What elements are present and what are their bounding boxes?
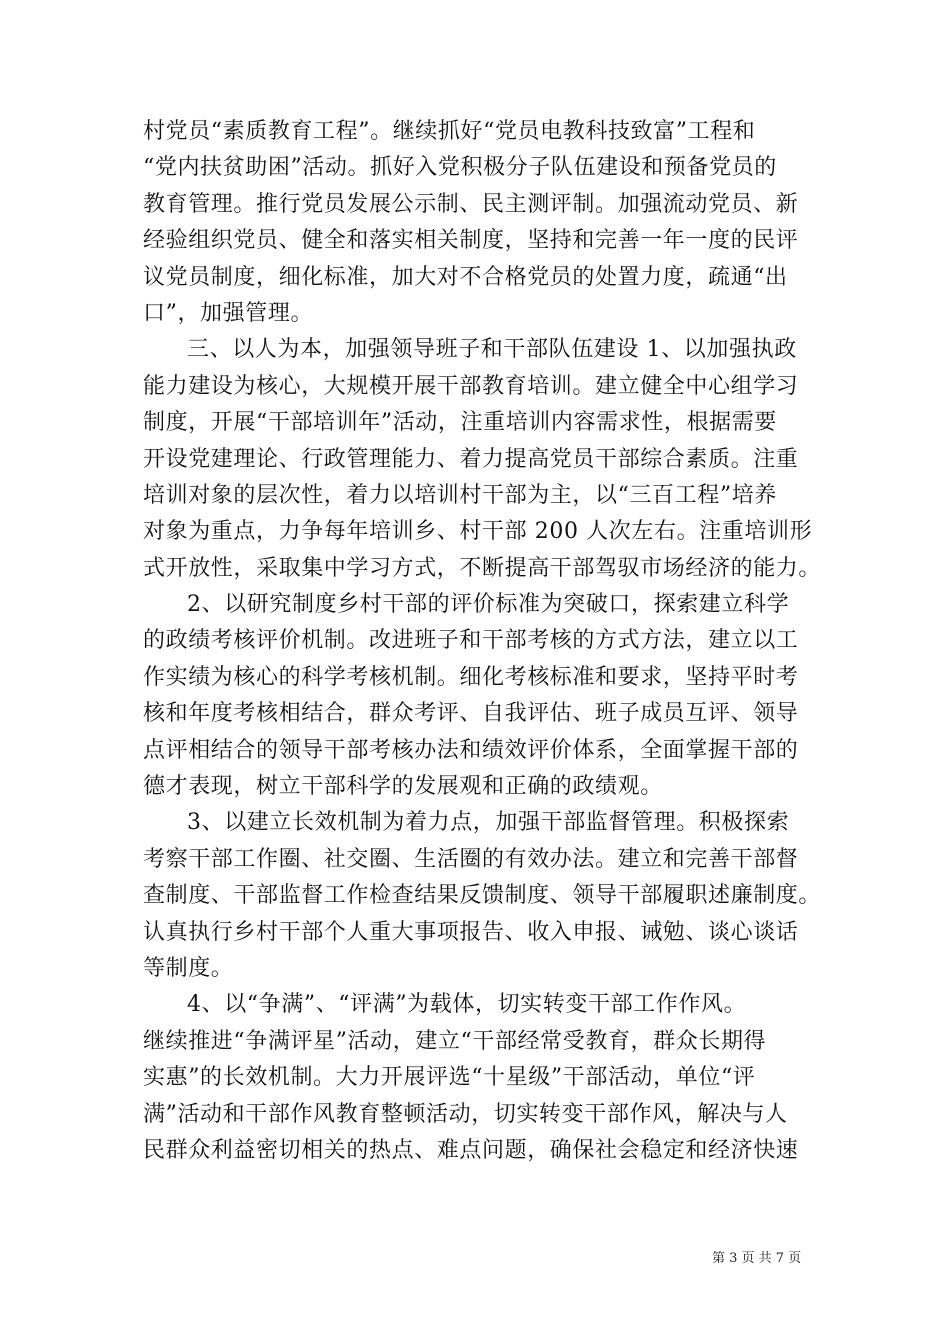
body-text-line: 考察干部工作圈、社交圈、生活圈的有效办法。建立和完善干部督 [143,846,799,872]
body-text-line: 实惠”的长效机制。大力开展评选“十星级”干部活动，单位“评 [143,1065,756,1091]
body-text-line: 认真执行乡村干部个人重大事项报告、收入申报、诫勉、谈心谈话 [143,919,799,945]
body-text-line: 制度，开展“干部培训年”活动，注重培训内容需求性，根据需要 [143,410,777,436]
body-text-line: 议党员制度，细化标准，加大对不合格党员的处置力度，疏通“出 [143,264,788,290]
page-number-footer: 第 3 页 共 7 页 [712,1251,802,1266]
body-text-line: 开设党建理论、行政管理能力、着力提高党员干部综合素质。注重 [143,446,799,472]
body-text-line: 村党员“素质教育工程”。继续抓好“党员电教科技致富”工程和 [143,119,756,144]
body-text-line: 满”活动和干部作风教育整顿活动，切实转变干部作风，解决与人 [143,1101,788,1127]
body-text-line: 的政绩考核评价机制。改进班子和干部考核的方式方法，建立以工 [143,628,799,654]
body-text-line: 民群众利益密切相关的热点、难点问题，确保社会稳定和经济快速 [143,1137,799,1163]
body-text-line: 点评相结合的领导干部考核办法和绩效评价体系，全面掌握干部的 [143,737,799,763]
body-text-line: 经验组织党员、健全和落实相关制度，坚持和完善一年一度的民评 [143,228,799,254]
body-text-line: 培训对象的层次性，着力以培训村干部为主，以“三百工程”培养 [143,482,777,508]
body-text-line: “党内扶贫助困”活动。抓好入党积极分子队伍建设和预备党员的 [143,155,777,181]
body-text-line: 查制度、干部监督工作检查结果反馈制度、领导干部履职述廉制度。 [143,883,822,909]
body-text-line: 对象为重点，力争每年培训乡、村干部 200 人次左右。注重培训形 [143,519,813,545]
body-text-line: 等制度。 [143,955,234,981]
body-text-line: 2、以研究制度乡村干部的评价标准为突破口，探索建立科学 [187,592,790,618]
body-text-line: 教育管理。推行党员发展公示制、民主测评制。加强流动党员、新 [143,191,799,217]
body-text-line: 作实绩为核心的科学考核机制。细化考核标准和要求，坚持平时考 [143,664,799,690]
body-text-line: 口”，加强管理。 [143,300,314,326]
body-text-line: 式开放性，采取集中学习方式，不断提高干部驾驭市场经济的能力。 [143,555,822,581]
document-body [143,114,822,1169]
body-text-line: 能力建设为核心，大规模开展干部教育培训。建立健全中心组学习 [143,373,799,399]
body-text-line: 继续推进“争满评星”活动，建立“干部经常受教育，群众长期得 [143,1028,767,1054]
body-text-line: 核和年度考核相结合，群众考评、自我评估、班子成员互评、领导 [143,701,799,727]
body-text-line: 4、以“争满”、“评满”为载体，切实转变干部工作作风。 [187,992,747,1018]
body-text-line: 3、以建立长效机制为着力点，加强干部监督管理。积极探索 [187,810,790,836]
body-text-line: 德才表现，树立干部科学的发展观和正确的政绩观。 [143,774,663,800]
body-text-line: 三、以人为本，加强领导班子和干部队伍建设 1、以加强执政 [187,337,797,363]
